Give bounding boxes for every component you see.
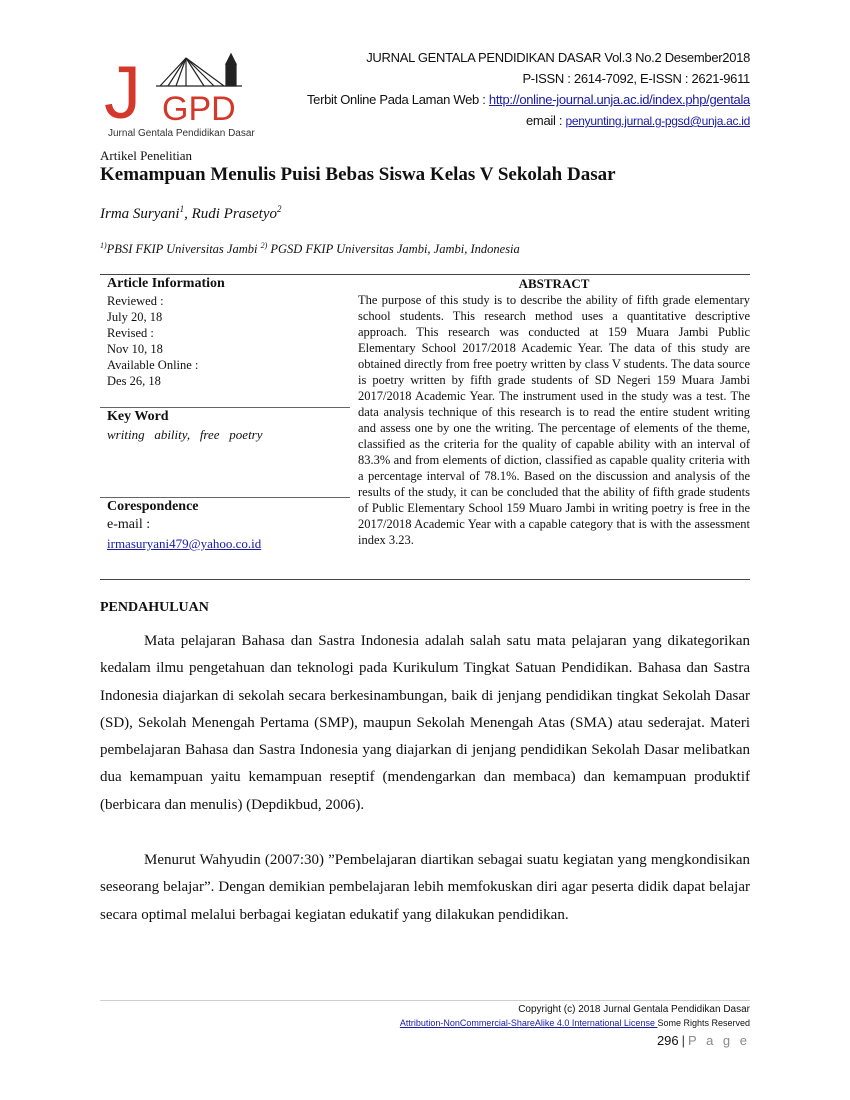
logo-letter-j: J — [104, 52, 141, 132]
abstract-heading: ABSTRACT — [518, 276, 590, 291]
affil-2: PGSD FKIP Universitas Jambi, Jambi, Indonesia — [267, 242, 520, 257]
online-prefix: Terbit Online Pada Laman Web : — [306, 92, 489, 107]
article-info-heading: Article Information — [107, 276, 225, 291]
correspondence-email-link[interactable]: irmasuryani479@yahoo.co.id — [107, 536, 262, 551]
page-separator: | — [681, 1033, 686, 1048]
license-line — [400, 1018, 750, 1028]
email-prefix: email : — [526, 113, 566, 128]
info-top-rule — [100, 274, 750, 275]
authors — [100, 204, 281, 223]
license-suffix: Some Rights Reserved — [657, 1018, 750, 1028]
correspondence-email-label: e-mail : — [107, 517, 151, 532]
body-paragraph-1 — [100, 628, 750, 819]
article-title: Kemampuan Menulis Puisi Bebas Siswa Kelas V Sekolah Dasar — [100, 164, 616, 185]
reviewed-label: Reviewed : — [107, 294, 164, 308]
info-correspondence-rule — [100, 497, 350, 498]
info-keyword-rule — [100, 407, 350, 408]
affiliations — [100, 241, 520, 257]
author-1-sup: 1 — [179, 204, 185, 214]
copyright: Copyright (c) 2018 Jurnal Gentala Pendidikan Dasar — [518, 1004, 750, 1015]
footer-rule — [100, 1000, 750, 1001]
journal-volume-line: JURNAL GENTALA PENDIDIKAN DASAR Vol.3 No.2 Desember2018 — [366, 50, 750, 65]
logo-caption: Jurnal Gentala Pendidikan Dasar — [108, 128, 255, 139]
page-number: 296 — [656, 1033, 679, 1048]
bridge-icon — [156, 54, 242, 86]
body-paragraph-2 — [100, 847, 750, 929]
issn-line: P-ISSN : 2614-7092, E-ISSN : 2621-9611 — [522, 71, 750, 86]
article-info-dates — [107, 293, 198, 389]
abstract-text: The purpose of this study is to describe the ability of fifth grade elementary school students. This research method uses a quantitative descriptive approach. This research was conducted at 159 Muara Jambi Public Elementary School 2017/2018 Academic Year. The data of this study are obtained directly from free poetry written by class V students. The data source is poetry written by fifth grade students of SD Negeri 159 Muara Jambi 2017/2018 Academic Year. The instrument used in the study was a test. The data analysis technique of this research is to read the entire student writing and assess one by one the writing. The percentage of elements of the theme, classified as the criteria for the quality of capable ability with an interval of 83.3% and from elements of diction, classified as capable quality criteria with a percentage interval of 78.1%. Based on the discussion and analysis of the results of the study, it can be concluded that the ability of fifth grade students of Public Elementary School 159 Muaro Jambi in writing poetry is free in the 2017/2018 Academic Year with a capable category that is with the assessment index 3.23. — [358, 293, 750, 547]
logo-letters-gpd: GPD — [162, 90, 236, 128]
affil-1: PBSI FKIP Universitas Jambi — [106, 242, 261, 257]
info-bottom-rule — [100, 579, 750, 580]
available-date: Des 26, 18 — [107, 374, 161, 388]
author-2: Rudi Prasetyo — [191, 206, 277, 222]
author-1: Irma Suryani — [100, 206, 180, 222]
article-type: Artikel Penelitian — [100, 148, 193, 163]
body-paragraph-2-text: Menurut Wahyudin (2007:30) ”Pembelajaran diartikan sebagai suatu kegiatan yang mengkondisikan seseorang belajar”. Dengan demikian pembelajaran lebih memfokuskan diri agar peserta didik dapat belajar secara optimal melalui berbagai kegiatan edukatif yang dilakukan pendidikan. — [100, 852, 750, 923]
author-separator: , — [184, 206, 192, 222]
available-label: Available Online : — [107, 358, 199, 372]
section-heading: PENDAHULUAN — [100, 600, 209, 615]
affil-1-sup: 1) — [100, 241, 107, 250]
email-line — [526, 113, 750, 128]
license-link[interactable]: Attribution-NonCommercial-ShareAlike 4.0 International License — [399, 1018, 658, 1028]
page-word: P a g e — [688, 1033, 750, 1048]
journal-email-link[interactable]: penyunting.jurnal.g-pgsd@unja.ac.id — [565, 114, 750, 128]
body-paragraph-1-text: Mata pelajaran Bahasa dan Sastra Indonesia adalah salah satu mata pelajaran yang dikategorikan kedalam ilmu pengetahuan dan teknologi pada Kurikulum Tingkat Satuan Pendidikan. Bahasa dan Sastra Indonesia diajarkan di sekolah secara berkesinambungan, baik di jenjang pendidikan tingkat Sekolah Dasar (SD), Sekolah Menengah Pertama (SMP), maupun Sekolah Menengah Atas (SMA) atau sederajat. Materi pembelajaran Bahasa dan Sastra Indonesia yang diajarkan di jenjang pendidikan Sekolah Dasar melibatkan dua kemampuan yaitu kemampuan reseptif (mendengarkan dan membaca) dan kemampuan produktif (berbicara dan menulis) (Depdikbud, 2006). — [100, 633, 750, 813]
journal-url-link[interactable]: http://online-journal.unja.ac.id/index.php/gentala — [488, 92, 750, 107]
affil-2-sup: 2) — [260, 241, 268, 250]
keywords: writing ability, free poetry — [107, 427, 263, 442]
page-number-line — [657, 1033, 750, 1048]
author-2-sup: 2 — [276, 204, 282, 214]
revised-date: Nov 10, 18 — [107, 342, 163, 356]
logo-graphic — [104, 52, 254, 132]
revised-label: Revised : — [107, 326, 154, 340]
reviewed-date: July 20, 18 — [107, 310, 163, 324]
keyword-heading: Key Word — [107, 409, 169, 424]
correspondence-heading: Corespondence — [107, 499, 199, 514]
online-line — [307, 92, 750, 107]
